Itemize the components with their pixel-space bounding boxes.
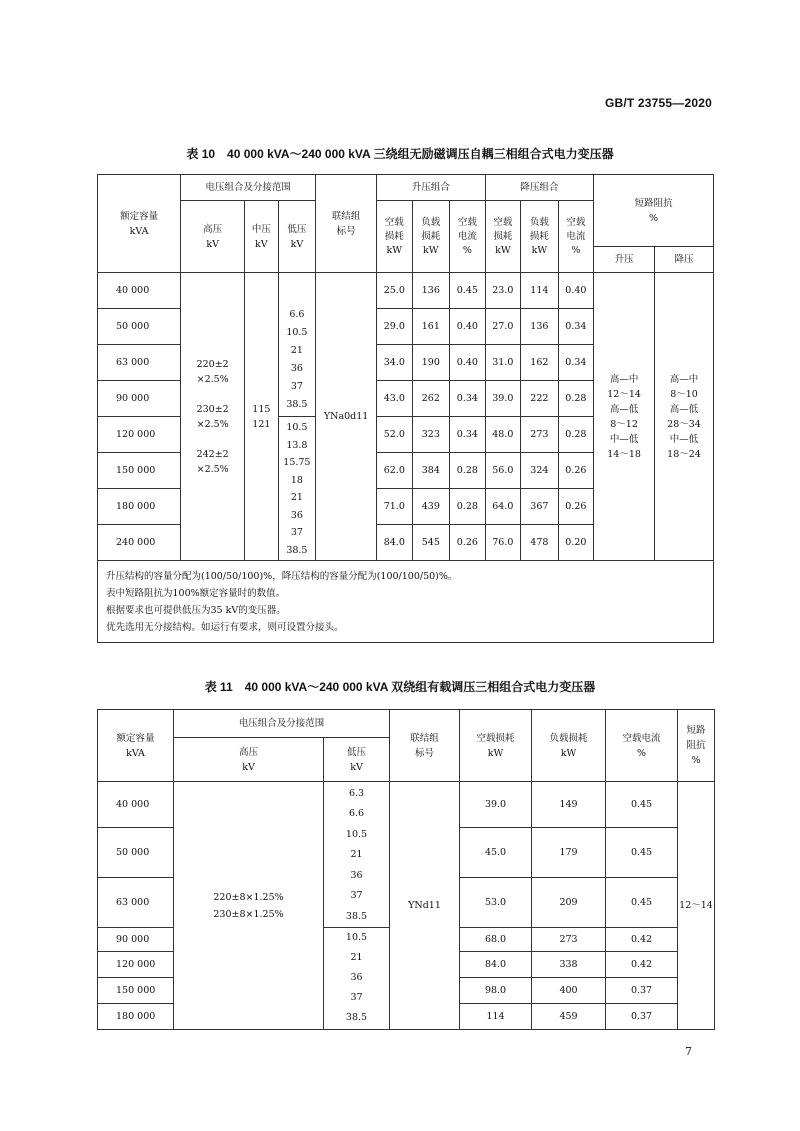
voltage-group-header: 电压组合及分接范围 [174, 710, 390, 738]
up-load-loss: 439 [412, 489, 450, 525]
mv-header: 中压 kV [245, 201, 278, 273]
up-noload-loss: 84.0 [377, 525, 413, 561]
lv-value: 38.5 [286, 399, 308, 410]
hv-header: 高压 kV [181, 201, 245, 273]
down-noload-current: 0.34 [558, 345, 594, 381]
step-up-header: 升压组合 [377, 175, 486, 201]
impedance-down-value: 高—中 8～10 高—低 28～34 中—低 18～24 [655, 273, 714, 561]
lv-value: 38.5 [286, 544, 308, 556]
vector-group-header: 联结组 标号 [316, 175, 377, 273]
rated-capacity: 50 000 [98, 828, 174, 878]
up-noload-loss: 43.0 [377, 381, 413, 417]
up-load-loss: 190 [412, 345, 450, 381]
lv-value: 21 [350, 849, 363, 860]
rated-capacity: 120 000 [98, 952, 174, 978]
noload-loss: 68.0 [460, 928, 532, 952]
load-loss: 459 [532, 1004, 606, 1030]
vector-group-value: YNa0d11 [316, 273, 377, 561]
load-loss: 209 [532, 878, 606, 928]
noload-current: 0.37 [606, 978, 678, 1004]
mv-value: 115 121 [245, 273, 278, 561]
up-noload-current-header: 空载 电流 % [450, 201, 486, 273]
table-row [98, 273, 714, 309]
down-load-loss: 162 [521, 345, 559, 381]
lv-group-2 [324, 928, 390, 1030]
rated-capacity: 63 000 [98, 345, 181, 381]
rated-capacity: 120 000 [98, 417, 181, 453]
noload-loss: 53.0 [460, 878, 532, 928]
rated-capacity: 150 000 [98, 453, 181, 489]
table-10-caption: 表 10 40 000 kVA～240 000 kVA 三绕组无励磁调压自耦三相组合式电力变压器 [186, 147, 614, 161]
impedance-up-header: 升压 [594, 247, 655, 273]
lv-value: 36 [350, 869, 363, 881]
impedance-up-value: 高—中 12～14 高—低 8～12 中—低 14～18 [594, 273, 655, 561]
rated-capacity: 90 000 [98, 381, 181, 417]
up-load-loss: 161 [412, 309, 450, 345]
down-noload-loss: 48.0 [485, 417, 521, 453]
down-noload-loss: 31.0 [485, 345, 521, 381]
rated-capacity: 240 000 [98, 525, 181, 561]
lv-value: 10.5 [286, 327, 308, 338]
noload-current: 0.42 [606, 928, 678, 952]
noload-loss: 98.0 [460, 978, 532, 1004]
down-noload-loss: 76.0 [485, 525, 521, 561]
up-noload-current: 0.40 [450, 309, 486, 345]
up-load-loss: 384 [412, 453, 450, 489]
rated-capacity: 40 000 [98, 273, 181, 309]
impedance-header: 短路 阻抗 % [678, 710, 715, 782]
lv-value: 37 [350, 890, 363, 901]
down-noload-current: 0.34 [558, 309, 594, 345]
lv-value: 37 [290, 381, 303, 392]
down-noload-loss: 56.0 [485, 453, 521, 489]
lv-value: 36 [290, 363, 303, 374]
load-loss-header: 负载损耗 kW [532, 710, 606, 782]
lv-value: 36 [290, 509, 303, 521]
down-noload-current: 0.40 [558, 273, 594, 309]
up-noload-current: 0.34 [450, 417, 486, 453]
noload-current: 0.42 [606, 952, 678, 978]
vector-group-value: YNd11 [390, 782, 460, 1030]
impedance-value: 12～14 [678, 782, 715, 1030]
noload-current: 0.45 [606, 828, 678, 878]
down-noload-loss: 27.0 [485, 309, 521, 345]
noload-current: 0.45 [606, 878, 678, 928]
rated-capacity: 50 000 [98, 309, 181, 345]
up-noload-loss: 71.0 [377, 489, 413, 525]
table-notes [98, 561, 714, 643]
lv-value: 36 [350, 972, 363, 983]
up-noload-loss: 25.0 [377, 273, 413, 309]
up-load-loss: 262 [412, 381, 450, 417]
up-load-loss: 545 [412, 525, 450, 561]
lv-value: 10.5 [345, 932, 368, 943]
rated-capacity-header: 额定容量 kVA [98, 710, 174, 782]
lv-group-1 [324, 782, 390, 928]
page-number: 7 [685, 1045, 692, 1058]
up-load-loss: 136 [412, 273, 450, 309]
up-noload-loss: 52.0 [377, 417, 413, 453]
rated-capacity: 40 000 [98, 782, 174, 828]
down-load-loss: 136 [521, 309, 559, 345]
down-noload-current-header: 空载 电流 % [558, 201, 594, 273]
down-load-loss: 114 [521, 273, 559, 309]
up-load-loss-header: 负载 损耗 kW [412, 201, 450, 273]
impedance-down-header: 降压 [655, 247, 714, 273]
lv-value: 21 [350, 952, 363, 963]
up-noload-current: 0.28 [450, 453, 486, 489]
up-noload-loss: 29.0 [377, 309, 413, 345]
table-11-caption: 表 11 40 000 kVA～240 000 kVA 双绕组有载调压三相组合式电力变压器 [204, 680, 596, 694]
up-noload-current: 0.34 [450, 381, 486, 417]
lv-value: 6.6 [348, 808, 365, 819]
down-load-loss-header: 负载 损耗 kW [521, 201, 559, 273]
hv-value: 220±8×1.25% 230±8×1.25% [174, 782, 324, 1030]
up-noload-current: 0.45 [450, 273, 486, 309]
lv-value: 15.75 [283, 457, 311, 468]
vector-group-header: 联结组 标号 [390, 710, 460, 782]
load-loss: 149 [532, 782, 606, 828]
noload-current-header: 空载电流 % [606, 710, 678, 782]
lv-value: 38.5 [345, 1012, 368, 1023]
note-line: 根据要求也可提供低压为35 kV的变压器。 [106, 604, 286, 616]
noload-loss-header: 空载损耗 kW [460, 710, 532, 782]
voltage-group-header: 电压组合及分接范围 [181, 175, 316, 201]
down-noload-loss-header: 空载 损耗 kW [485, 201, 521, 273]
rated-capacity: 90 000 [98, 928, 174, 952]
down-noload-loss: 64.0 [485, 489, 521, 525]
rated-capacity: 150 000 [98, 978, 174, 1004]
noload-loss: 84.0 [460, 952, 532, 978]
table-row [98, 782, 715, 828]
down-noload-loss: 39.0 [485, 381, 521, 417]
down-noload-current: 0.28 [558, 417, 594, 453]
up-noload-loss: 34.0 [377, 345, 413, 381]
down-load-loss: 324 [521, 453, 559, 489]
lv-value: 10.5 [345, 828, 368, 840]
up-noload-current: 0.26 [450, 525, 486, 561]
noload-current: 0.37 [606, 1004, 678, 1030]
lv-header: 低压 kV [278, 201, 316, 273]
step-down-header: 降压组合 [485, 175, 594, 201]
down-load-loss: 367 [521, 489, 559, 525]
lv-value: 21 [290, 345, 303, 356]
lv-value: 13.8 [286, 439, 308, 451]
rated-capacity: 63 000 [98, 878, 174, 928]
lv-value: 21 [290, 492, 303, 503]
note-line: 优先选用无分接结构。如运行有要求，则可设置分接头。 [106, 621, 344, 633]
up-noload-loss-header: 空载 损耗 kW [377, 201, 413, 273]
lv-group-2 [278, 417, 316, 561]
down-noload-current: 0.26 [558, 489, 594, 525]
load-loss: 338 [532, 952, 606, 978]
note-line: 升压结构的容量分配为(100/50/100)%，降压结构的容量分配为(100/100/50)%。 [106, 570, 458, 582]
table-10 [97, 174, 714, 643]
lv-value: 6.6 [289, 309, 305, 320]
noload-loss: 114 [460, 1004, 532, 1030]
load-loss: 179 [532, 828, 606, 878]
lv-header: 低压 kV [324, 738, 390, 782]
lv-value: 37 [290, 527, 303, 538]
up-noload-loss: 62.0 [377, 453, 413, 489]
noload-loss: 45.0 [460, 828, 532, 878]
rated-capacity-header: 额定容量 kVA [98, 175, 181, 273]
up-load-loss: 323 [412, 417, 450, 453]
hv-header: 高压 kV [174, 738, 324, 782]
noload-current: 0.45 [606, 782, 678, 828]
lv-value: 38.5 [345, 910, 368, 922]
lv-group-1 [278, 273, 316, 417]
standard-number: GB/T 23755—2020 [604, 96, 712, 110]
impedance-header: 短路阻抗 % [594, 175, 714, 247]
up-noload-current: 0.28 [450, 489, 486, 525]
up-noload-current: 0.40 [450, 345, 486, 381]
down-load-loss: 273 [521, 417, 559, 453]
lv-value: 37 [350, 992, 363, 1003]
load-loss: 400 [532, 978, 606, 1004]
load-loss: 273 [532, 928, 606, 952]
lv-value: 18 [290, 474, 303, 486]
down-noload-current: 0.26 [558, 453, 594, 489]
note-line: 表中短路阻抗为100%额定容量时的数值。 [106, 587, 286, 599]
down-noload-loss: 23.0 [485, 273, 521, 309]
rated-capacity: 180 000 [98, 489, 181, 525]
lv-value: 10.5 [286, 422, 308, 433]
noload-loss: 39.0 [460, 782, 532, 828]
lv-value: 6.3 [348, 787, 365, 799]
down-load-loss: 222 [521, 381, 559, 417]
hv-value: 220±2 ×2.5% 230±2 ×2.5% 242±2 ×2.5% [181, 273, 245, 561]
down-noload-current: 0.20 [558, 525, 594, 561]
down-load-loss: 478 [521, 525, 559, 561]
table-11 [97, 709, 715, 1030]
down-noload-current: 0.28 [558, 381, 594, 417]
rated-capacity: 180 000 [98, 1004, 174, 1030]
